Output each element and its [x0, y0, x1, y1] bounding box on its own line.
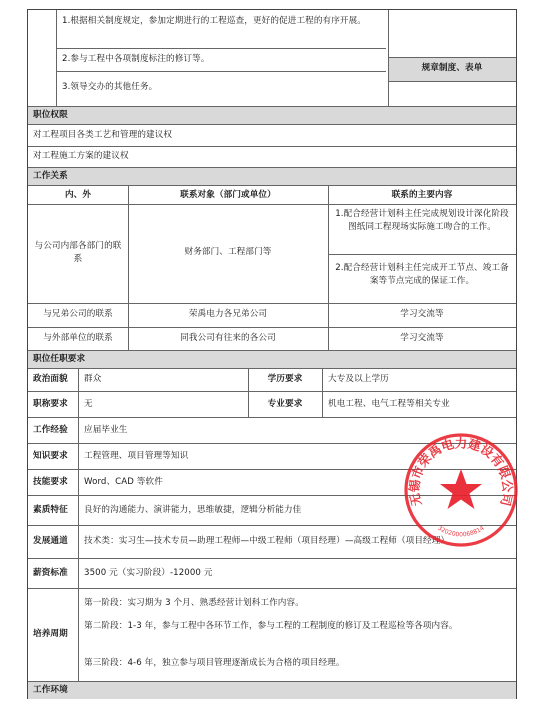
salary-value: 3500 元（实习阶段）-12000 元: [84, 568, 213, 578]
major-label: 专业要求: [267, 399, 303, 409]
relation-external-content: 学习交流等: [400, 333, 444, 343]
experience-value: 应届毕业生: [84, 425, 128, 435]
title-value: 无: [84, 399, 93, 409]
relation-internal-content-1: 1.配合经营计划科主任完成规划设计深化阶段图纸同工程现场实际施工吻合的工作。: [335, 209, 509, 232]
training-stage-2: 第二阶段：1-3 年，参与工程中各环节工作，参与工程的工程制度的修订及工程巡检等各项内容。: [84, 621, 458, 631]
skills-label: 技能要求: [33, 477, 68, 487]
duty-item-2: 2.参与工程中各项制度标注的修订等。: [62, 54, 210, 64]
political-value: 群众: [84, 374, 102, 384]
experience-label: 工作经验: [33, 425, 68, 435]
relation-external-target: 同我公司有往来的各公司: [180, 333, 276, 343]
education-value: 大专及以上学历: [328, 374, 389, 384]
duty-item-3: 3.领导交办的其他任务。: [62, 82, 158, 92]
relation-internal-type: 与公司内部各部门的联系: [34, 241, 122, 264]
seal-code: 3202000068814: [436, 524, 486, 539]
job-description-table: [27, 9, 517, 699]
relations-header-bg: [28, 167, 516, 185]
environment-header-bg: [28, 681, 516, 699]
relations-header-content: 联系的主要内容: [391, 190, 453, 200]
duty-output: 规章制度、表单: [421, 63, 483, 73]
relations-header-target: 联系对象（部门或单位）: [180, 190, 276, 200]
duty-item-1: 1.根据相关制度规定，参加定期进行的工程巡查，更好的促进工程的有序开展。: [62, 16, 366, 26]
knowledge-value: 工程管理、项目管理等知识: [84, 451, 189, 461]
training-stage-1: 第一阶段：实习期为 3 个月、熟悉经营计划科工作内容。: [84, 598, 304, 608]
political-label: 政治面貌: [33, 374, 68, 384]
relation-external-type: 与外部单位的联系: [43, 333, 113, 343]
authority-item: 对工程项目各类工艺和管理的建议权: [33, 130, 173, 140]
title-label: 职称要求: [33, 399, 68, 409]
seal-text: 无锡市荣禹电力建设有限公司: [406, 435, 516, 508]
relation-sibling-target: 荣禹电力各兄弟公司: [188, 309, 268, 319]
skills-value: Word、CAD 等软件: [84, 477, 163, 487]
company-seal-stamp: [398, 427, 524, 553]
relation-sibling-type: 与兄弟公司的联系: [43, 309, 113, 319]
relations-header-type: 内、外: [64, 190, 92, 200]
relation-internal-content-2: 2.配合经营计划科主任完成开工节点、竣工备案等节点完成的保证工作。: [335, 263, 509, 286]
authority-header-bg: [28, 106, 516, 124]
quality-value: 良好的沟通能力、演讲能力，思维敏捷，逻辑分析能力佳: [84, 505, 302, 515]
knowledge-label: 知识要求: [33, 451, 68, 461]
authority-item: 对工程施工方案的建议权: [33, 151, 129, 161]
training-label: 培养周期: [33, 629, 68, 639]
career-value: 技术类：实习生—技术专员—助理工程师—中级工程师（项目经理）—高级工程师（项目经理）: [84, 536, 450, 546]
environment-title: 工作环境: [33, 685, 68, 695]
relations-title: 工作关系: [33, 171, 68, 181]
qualifications-title: 职位任职要求: [33, 354, 86, 364]
relation-sibling-content: 学习交流等: [400, 309, 444, 319]
career-label: 发展通道: [33, 536, 68, 546]
qualifications-header-bg: [28, 350, 516, 368]
svg-text:3202000068814: [436, 525, 485, 539]
authority-title: 职位权限: [33, 110, 68, 120]
training-stage-3: 第三阶段：4-6 年，独立参与项目管理逐渐成长为合格的项目经理。: [84, 658, 345, 668]
major-value: 机电工程、电气工程等相关专业: [328, 399, 450, 409]
quality-label: 素质特征: [33, 505, 68, 515]
seal-star-icon: [440, 469, 482, 509]
salary-label: 薪资标准: [33, 568, 68, 578]
relation-internal-target: 财务部门、工程部门等: [184, 247, 272, 257]
education-label: 学历要求: [267, 374, 303, 384]
